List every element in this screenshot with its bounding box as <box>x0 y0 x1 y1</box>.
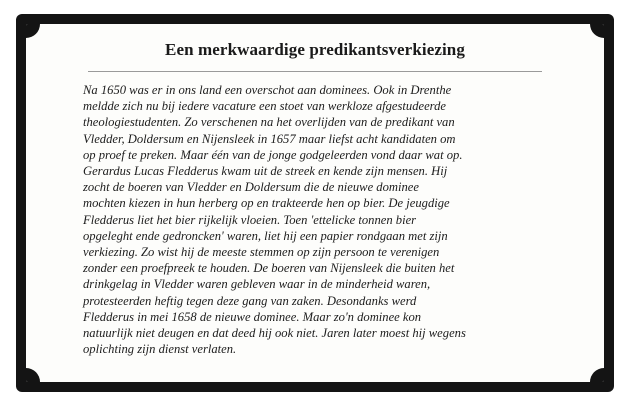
body-line: Na 1650 was er in ons land een overschot aan dominees. Ook in Drenthe <box>83 83 452 97</box>
body-line: Fledderus in mei 1658 de nieuwe dominee. Maar zo'n dominee kon <box>83 309 422 324</box>
frame-corner-top-left <box>26 24 40 38</box>
body-line: theologiestudenten. Zo verschenen na het overlijden van de predikant van <box>83 115 455 130</box>
text-panel <box>26 24 604 382</box>
body-line: zonder een proefpreek te houden. De boeren van Nijensleek die buiten het <box>83 261 455 276</box>
article-body <box>83 82 563 357</box>
frame-corner-bottom-right <box>590 368 604 382</box>
body-line: meldde zich nu bij iedere vacature een stoet van werkloze afgestudeerde <box>83 99 447 114</box>
body-line: Fledderus liet het bier rijkelijk vloeien. Toen 'ettelicke tonnen bier <box>83 212 417 227</box>
article-title: Een merkwaardige predikantsverkiezing <box>165 40 465 59</box>
body-line: opgeleght ende gedroncken' waren, liet hij een papier rondgaan met zijn <box>83 228 448 243</box>
body-line: drinkgelag in Vledder waren gebleven waar in de minderheid waren, <box>83 277 431 292</box>
body-line: zocht de boeren van Vledder en Doldersum die de nieuwe dominee <box>83 180 419 195</box>
body-line: oplichting zijn dienst verlaten. <box>83 342 237 357</box>
body-line: mochten kiezen in hun herberg op en trakteerde hen op bier. De jeugdige <box>83 196 450 211</box>
body-line: natuurlijk niet deugen en dat deed hij ook niet. Jaren later moest hij wegens <box>83 326 466 341</box>
body-line: verkiezing. Zo wist hij de meeste stemmen op zijn persoon te verenigen <box>83 245 440 260</box>
frame-corner-bottom-left <box>26 368 40 382</box>
body-line: Vledder, Doldersum en Nijensleek in 1657 maar liefst acht kandidaten om <box>83 131 456 146</box>
body-line: Gerardus Lucas Fledderus kwam uit de streek en kende zijn mensen. Hij <box>83 164 448 179</box>
document-frame <box>16 14 614 392</box>
body-line: op proef te preken. Maar één van de jonge godgeleerden vond daar wat op. <box>83 147 463 162</box>
title-divider <box>88 71 542 72</box>
frame-corner-top-right <box>590 24 604 38</box>
body-line: protesteerden heftig tegen deze gang van zaken. Desondanks werd <box>83 293 417 308</box>
